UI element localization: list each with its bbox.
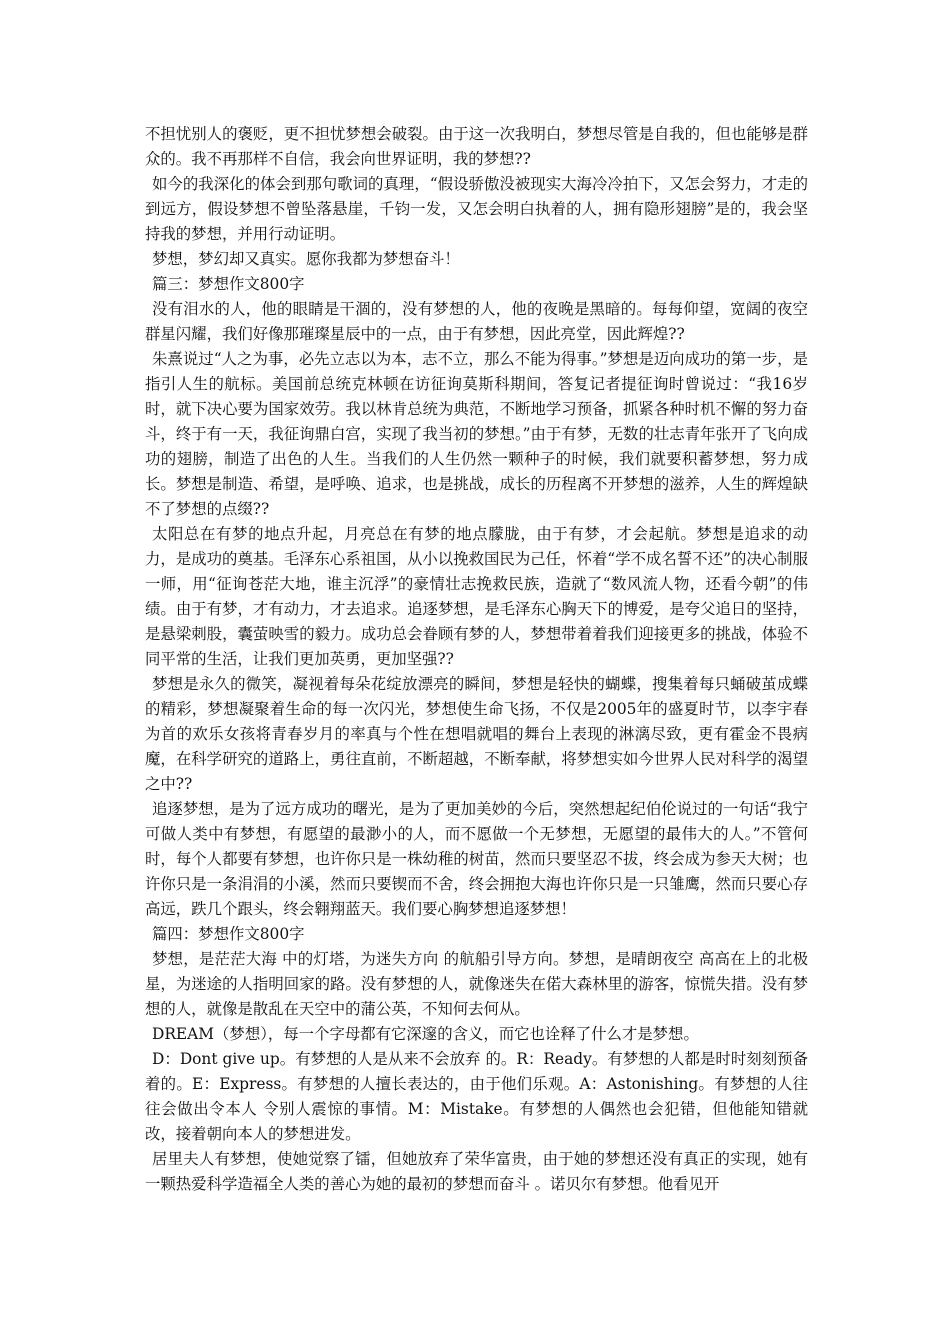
paragraph: 梦想是永久的微笑，凝视着每朵花绽放漂亮的瞬间，梦想是轻快的蝴蝶，搜集着每只蛹破茧成蝶的精彩，梦想凝聚着生命的每一次闪光，梦想使生命飞扬，不仅是2005年的盛夏时节，以李宇春为首的欢乐女孩将青春岁月的率真与个性在想唱就唱的舞台上表现的淋漓尽致，更有霍金不畏病魔，在科学研究的道路上，勇往直前，不断超越，不断奉献，将梦想实如今世界人民对科学的渴望之中?? <box>145 675 808 793</box>
paragraph: 不担忧别人的褒贬，更不担忧梦想会破裂。由于这一次我明白，梦想尽管是自我的，但也能够是群众的。我不再那样不自信，我会向世界证明，我的梦想?? <box>145 125 808 168</box>
paragraph: 追逐梦想，是为了远方成功的曙光，是为了更加美妙的今后，突然想起纪伯伦说过的一句话“我宁可做人类中有梦想，有愿望的最渺小的人，而不愿做一个无梦想，无愿望的最伟大的人。”不管何时，每个人都要有梦想，也许你只是一株幼稚的树苗，然而只要坚忍不拔，终会成为参天大树；也许你只是一条涓涓的小溪，然而只要锲而不舍，终会拥抱大海也许你只是一只雏鹰，然而只要心存高远，跌几个跟头，终会翱翔蓝天。我们要心胸梦想追逐梦想！ <box>145 800 808 918</box>
section-heading: 篇四：梦想作文800字 <box>152 925 305 943</box>
section-heading: 篇三：梦想作文800字 <box>152 275 305 293</box>
paragraph: 如今的我深化的体会到那句歌词的真理，“假设骄傲没被现实大海冷冷拍下，又怎会努力，才走的到远方，假设梦想不曾坠落悬崖，千钧一发，又怎会明白执着的人，拥有隐形翅膀”是的，我会坚持我的梦想，并用行动证明。 <box>145 175 808 243</box>
paragraph: D：Dont give up。有梦想的人是从来不会放弃 的。R：Ready。有梦想的人都是时时刻刻预备着的。E：Express。有梦想的人擅长表达的，由于他们乐观。A：Astonishing。有梦想的人往往会做出令本人 令别人震惊的事情。M：Mistake。有梦想的人偶然也会犯错，但他能知错就改，接着朝向本人的梦想进发。 <box>145 1050 808 1143</box>
paragraph: 朱熹说过“人之为事，必先立志以为本，志不立，那么不能为得事。”梦想是迈向成功的第一步，是指引人生的航标。美国前总统克林顿在访征询莫斯科期间，答复记者提征询时曾说过：“我16岁时，就下决心要为国家效劳。我以林肯总统为典范，不断地学习预备，抓紧各种时机不懈的努力奋斗，终于有一天，我征询鼎白宫，实现了我当初的梦想。”由于有梦，无数的壮志青年张开了飞向成功的翅膀，制造了出色的人生。当我们的人生仍然一颗种子的时候，我们就要积蓄梦想，努力成长。梦想是制造、希望，是呼唤、追求，也是挑战，成长的历程离不开梦想的滋养，人生的辉煌缺不了梦想的点缀?? <box>145 350 808 518</box>
paragraph: 梦想，梦幻却又真实。愿你我都为梦想奋斗！ <box>152 250 460 268</box>
paragraph: 居里夫人有梦想，使她觉察了镭，但她放弃了荣华富贵，由于她的梦想还没有真正的实现，她有一颗热爱科学造福全人类的善心为她的最初的梦想而奋斗 。诺贝尔有梦想。他看见开 <box>145 1150 808 1193</box>
document-body <box>145 122 808 1197</box>
paragraph: 没有泪水的人，他的眼睛是干涸的，没有梦想的人，他的夜晚是黑暗的。每每仰望，宽阔的夜空群星闪耀，我们好像那璀璨星辰中的一点，由于有梦想，因此亮堂，因此辉煌?? <box>145 300 808 343</box>
paragraph: DREAM（梦想），每一个字母都有它深邃的含义，而它也诠释了什么才是梦想。 <box>152 1025 699 1043</box>
paragraph: 太阳总在有梦的地点升起，月亮总在有梦的地点朦胧，由于有梦，才会起航。梦想是追求的动力，是成功的奠基。毛泽东心系祖国，从小以挽救国民为己任，怀着“学不成名誓不还”的决心制服一师，用“征询苍茫大地，谁主沉浮”的豪情壮志挽救民族，造就了“数风流人物，还看今朝”的伟绩。由于有梦，才有动力，才去追求。追逐梦想，是毛泽东心胸天下的博爱，是夸父追日的坚持，是悬梁刺股，囊萤映雪的毅力。成功总会眷顾有梦的人，梦想带着着我们迎接更多的挑战，体验不同平常的生活，让我们更加英勇，更加坚强?? <box>145 525 808 668</box>
paragraph: 梦想，是茫茫大海 中的灯塔，为迷失方向 的航船引导方向。梦想，是晴朗夜空 高高在上的北极星，为迷途的人指明回家的路。没有梦想的人，就像迷失在偌大森林里的游客，惊慌失措。没有梦想的人，就像是散乱在天空中的蒲公英，不知何去何从。 <box>145 950 808 1018</box>
